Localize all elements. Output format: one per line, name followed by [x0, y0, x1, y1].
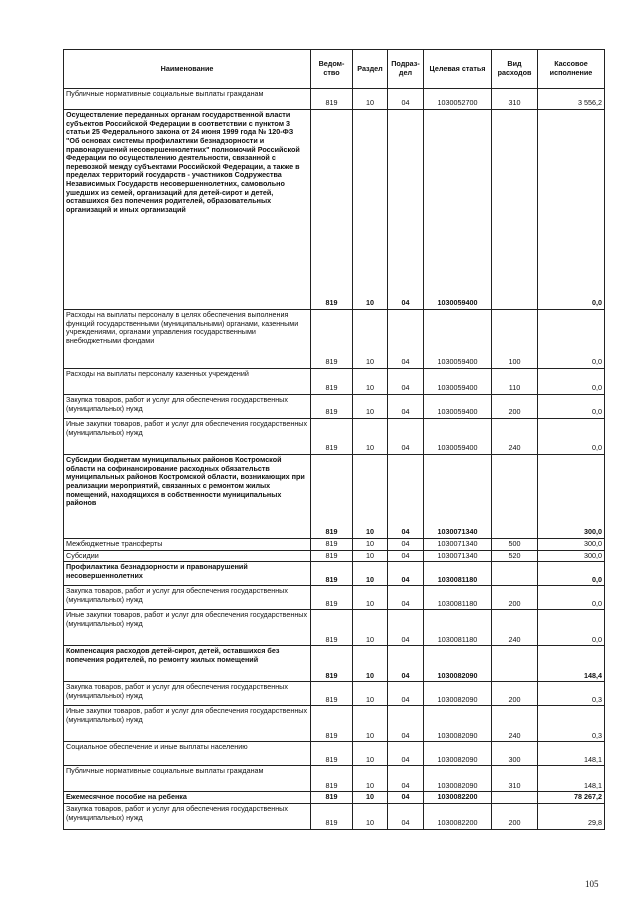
cell-target: 1030081180 [424, 586, 492, 610]
table-row [64, 562, 605, 586]
cell-cash: 0,0 [538, 610, 605, 646]
table-header-row [64, 50, 605, 89]
cell-name: Закупка товаров, работ и услуг для обеспечения государственных (муниципальных) нужд [64, 395, 311, 419]
cell-section: 10 [353, 792, 388, 804]
cell-section: 10 [353, 89, 388, 110]
cell-section: 10 [353, 395, 388, 419]
cell-subsection: 04 [388, 369, 424, 395]
cell-kind: 310 [492, 89, 538, 110]
cell-cash: 0,0 [538, 395, 605, 419]
cell-kind: 240 [492, 610, 538, 646]
cell-section: 10 [353, 682, 388, 706]
cell-name: Субсидии бюджетам муниципальных районов Костромской области на софинансирование расходных обязательств муниципальных районов Костромской области, возникающих при реализации мероприятий, связанных с ремонтом жилых помещений, находящихся в собственности муниципальных районов [64, 455, 311, 539]
cell-cash: 148,1 [538, 766, 605, 792]
cell-cash: 0,0 [538, 310, 605, 369]
cell-subsection: 04 [388, 110, 424, 310]
cell-subsection: 04 [388, 792, 424, 804]
cell-ministry: 819 [311, 455, 353, 539]
header-section: Раздел [353, 50, 388, 89]
table-row [64, 89, 605, 110]
cell-subsection: 04 [388, 803, 424, 829]
cell-target: 1030082090 [424, 766, 492, 792]
cell-kind: 310 [492, 766, 538, 792]
cell-cash: 0,0 [538, 562, 605, 586]
cell-target: 1030071340 [424, 550, 492, 562]
cell-cash: 29,8 [538, 803, 605, 829]
table-row [64, 110, 605, 310]
cell-ministry: 819 [311, 792, 353, 804]
cell-target: 1030071340 [424, 455, 492, 539]
cell-section: 10 [353, 586, 388, 610]
cell-cash: 0,3 [538, 682, 605, 706]
cell-target: 1030081180 [424, 562, 492, 586]
table-row [64, 766, 605, 792]
cell-target: 1030082090 [424, 682, 492, 706]
cell-section: 10 [353, 310, 388, 369]
cell-section: 10 [353, 419, 388, 455]
cell-ministry: 819 [311, 395, 353, 419]
cell-subsection: 04 [388, 646, 424, 682]
cell-kind: 200 [492, 395, 538, 419]
cell-section: 10 [353, 706, 388, 742]
cell-kind [492, 110, 538, 310]
cell-ministry: 819 [311, 539, 353, 551]
cell-name: Ежемесячное пособие на ребенка [64, 792, 311, 804]
cell-cash: 0,3 [538, 706, 605, 742]
table-row [64, 419, 605, 455]
cell-target: 1030082090 [424, 706, 492, 742]
cell-cash: 0,0 [538, 419, 605, 455]
header-ministry: Ведом-ство [311, 50, 353, 89]
table-row [64, 610, 605, 646]
cell-subsection: 04 [388, 766, 424, 792]
header-subsection: Подраз-дел [388, 50, 424, 89]
cell-name: Расходы на выплаты персоналу казенных учреждений [64, 369, 311, 395]
cell-kind [492, 646, 538, 682]
cell-kind: 110 [492, 369, 538, 395]
cell-cash: 300,0 [538, 455, 605, 539]
cell-subsection: 04 [388, 419, 424, 455]
header-name: Наименование [64, 50, 311, 89]
table-row [64, 550, 605, 562]
table-row [64, 586, 605, 610]
header-cash: Кассовое исполнение [538, 50, 605, 89]
cell-kind: 240 [492, 706, 538, 742]
cell-kind: 240 [492, 419, 538, 455]
cell-kind: 300 [492, 742, 538, 766]
cell-subsection: 04 [388, 455, 424, 539]
cell-ministry: 819 [311, 110, 353, 310]
cell-target: 1030059400 [424, 110, 492, 310]
cell-ministry: 819 [311, 610, 353, 646]
cell-ministry: 819 [311, 646, 353, 682]
cell-section: 10 [353, 455, 388, 539]
cell-name: Межбюджетные трансферты [64, 539, 311, 551]
cell-target: 1030059400 [424, 369, 492, 395]
cell-target: 1030082200 [424, 792, 492, 804]
cell-kind: 500 [492, 539, 538, 551]
cell-kind: 200 [492, 586, 538, 610]
cell-cash: 148,4 [538, 646, 605, 682]
cell-subsection: 04 [388, 310, 424, 369]
cell-cash: 300,0 [538, 539, 605, 551]
cell-kind: 520 [492, 550, 538, 562]
table-body [64, 89, 605, 830]
cell-name: Закупка товаров, работ и услуг для обеспечения государственных (муниципальных) нужд [64, 803, 311, 829]
cell-name: Социальное обеспечение и иные выплаты населению [64, 742, 311, 766]
cell-section: 10 [353, 539, 388, 551]
cell-subsection: 04 [388, 706, 424, 742]
cell-subsection: 04 [388, 89, 424, 110]
cell-target: 1030052700 [424, 89, 492, 110]
header-target: Целевая статья [424, 50, 492, 89]
cell-ministry: 819 [311, 89, 353, 110]
cell-ministry: 819 [311, 803, 353, 829]
cell-section: 10 [353, 610, 388, 646]
cell-ministry: 819 [311, 742, 353, 766]
cell-section: 10 [353, 742, 388, 766]
cell-target: 1030059400 [424, 310, 492, 369]
cell-target: 1030082200 [424, 803, 492, 829]
cell-cash: 148,1 [538, 742, 605, 766]
cell-ministry: 819 [311, 766, 353, 792]
cell-name: Субсидии [64, 550, 311, 562]
table-row [64, 706, 605, 742]
header-kind: Вид расходов [492, 50, 538, 89]
cell-name: Публичные нормативные социальные выплаты гражданам [64, 89, 311, 110]
cell-kind: 100 [492, 310, 538, 369]
table-row [64, 395, 605, 419]
cell-name: Компенсация расходов детей-сирот, детей, оставшихся без попечения родителей, по ремонту жилых помещений [64, 646, 311, 682]
cell-name: Закупка товаров, работ и услуг для обеспечения государственных (муниципальных) нужд [64, 682, 311, 706]
table-row [64, 646, 605, 682]
cell-name: Иные закупки товаров, работ и услуг для обеспечения государственных (муниципальных) нужд [64, 610, 311, 646]
cell-name: Иные закупки товаров, работ и услуг для обеспечения государственных (муниципальных) нужд [64, 706, 311, 742]
cell-section: 10 [353, 369, 388, 395]
cell-kind [492, 792, 538, 804]
cell-subsection: 04 [388, 682, 424, 706]
cell-subsection: 04 [388, 395, 424, 419]
cell-ministry: 819 [311, 369, 353, 395]
cell-section: 10 [353, 550, 388, 562]
cell-ministry: 819 [311, 562, 353, 586]
cell-cash: 0,0 [538, 110, 605, 310]
cell-name: Осуществление переданных органам государственной власти субъектов Российской Федерации в соответствии с пунктом 3 статьи 25 Федерального закона от 24 июня 1999 года № 120-ФЗ "Об основах системы профилактики безнадзорности и правонарушений несовершеннолетних" полномочий Российской Федерации по осуществлению деятельности, связанной с перевозкой между субъектами Российской Федерации, а также в пределах территорий государств - участников Содружества Независимых Государств несовершеннолетних, самовольно ушедших из семей, организаций для детей-сирот и детей, оставшихся без попечения родителей, образовательных организаций и иных организаций [64, 110, 311, 310]
cell-name: Иные закупки товаров, работ и услуг для обеспечения государственных (муниципальных) нужд [64, 419, 311, 455]
cell-kind: 200 [492, 682, 538, 706]
cell-subsection: 04 [388, 550, 424, 562]
cell-target: 1030082090 [424, 646, 492, 682]
cell-section: 10 [353, 803, 388, 829]
cell-section: 10 [353, 562, 388, 586]
cell-cash: 0,0 [538, 586, 605, 610]
cell-section: 10 [353, 646, 388, 682]
cell-name: Расходы на выплаты персоналу в целях обеспечения выполнения функций государственными (муниципальными) органами, казенными учреждениями, органами управления государственными внебюджетными фондами [64, 310, 311, 369]
cell-ministry: 819 [311, 419, 353, 455]
table-row [64, 539, 605, 551]
cell-name: Закупка товаров, работ и услуг для обеспечения государственных (муниципальных) нужд [64, 586, 311, 610]
cell-section: 10 [353, 766, 388, 792]
table-row [64, 792, 605, 804]
table-row [64, 369, 605, 395]
cell-name: Публичные нормативные социальные выплаты гражданам [64, 766, 311, 792]
cell-ministry: 819 [311, 706, 353, 742]
table-row [64, 682, 605, 706]
cell-subsection: 04 [388, 539, 424, 551]
cell-target: 1030059400 [424, 395, 492, 419]
budget-execution-table [63, 49, 605, 830]
cell-subsection: 04 [388, 586, 424, 610]
cell-target: 1030081180 [424, 610, 492, 646]
cell-ministry: 819 [311, 550, 353, 562]
cell-subsection: 04 [388, 742, 424, 766]
cell-kind: 200 [492, 803, 538, 829]
table-row [64, 310, 605, 369]
cell-kind [492, 562, 538, 586]
cell-ministry: 819 [311, 586, 353, 610]
cell-subsection: 04 [388, 610, 424, 646]
page-number: 105 [585, 879, 599, 889]
cell-target: 1030059400 [424, 419, 492, 455]
cell-cash: 0,0 [538, 369, 605, 395]
cell-subsection: 04 [388, 562, 424, 586]
table-row [64, 742, 605, 766]
cell-cash: 78 267,2 [538, 792, 605, 804]
cell-target: 1030082090 [424, 742, 492, 766]
cell-name: Профилактика безнадзорности и правонарушений несовершеннолетних [64, 562, 311, 586]
cell-cash: 3 556,2 [538, 89, 605, 110]
cell-target: 1030071340 [424, 539, 492, 551]
table-row [64, 803, 605, 829]
cell-cash: 300,0 [538, 550, 605, 562]
table-row [64, 455, 605, 539]
cell-ministry: 819 [311, 310, 353, 369]
cell-kind [492, 455, 538, 539]
cell-ministry: 819 [311, 682, 353, 706]
cell-section: 10 [353, 110, 388, 310]
